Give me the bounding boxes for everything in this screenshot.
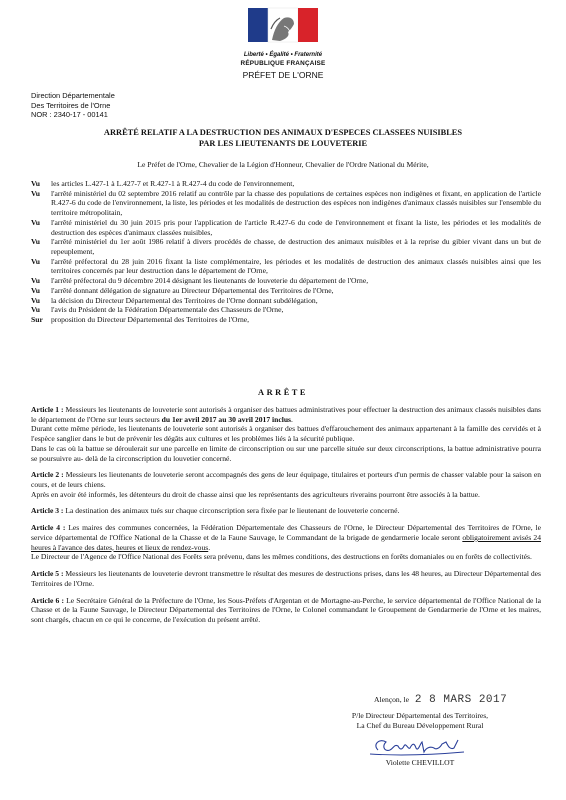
- visa-key: Vu: [31, 295, 41, 305]
- visa-item: [31, 257, 541, 276]
- visa-key: Sur: [31, 315, 43, 325]
- visa-text: l'avis du Président de la Fédération Départementale des Chasseurs de l'Orne,: [51, 305, 284, 315]
- date-stamp: 2 8 MARS 2017: [414, 694, 508, 706]
- article-text: Messieurs les lieutenants de louveterie sont autorisés à organiser des battues administratives pour effectuer la destruction des animaux classés nuisibles dans le département de l'Orne sur leurs secteurs: [31, 405, 542, 424]
- article-notice: obligatoirement avisés 24 heures à l'avance des dates, heures et lieux de rendez-vous: [31, 532, 541, 552]
- visa-key: Vu: [31, 305, 41, 315]
- article-4: [31, 523, 541, 562]
- article-text: La destination des animaux tués sur chaque circonscription sera fixée par le lieutenant de louveterie concerné.: [63, 506, 400, 516]
- visa-item: [31, 189, 541, 218]
- visa-item: [31, 276, 541, 286]
- visa-key: Vu: [31, 256, 41, 266]
- article-2: [31, 470, 541, 499]
- article-1: [31, 405, 541, 463]
- signature-line-1: P/le Directeur Départemental des Territoires,: [351, 711, 489, 720]
- visa-text: les articles L.427-1 à L.427-7 et R.427-1 à R.427-4 du code de l'environnement,: [51, 179, 295, 188]
- signer-name: Violette CHEVILLOT: [385, 757, 455, 767]
- article-text: Messieurs les lieutenants de louveterie devront transmettre le résultat des mesures de destructions prises, dans les 48 heures, au Directeur Départemental des Territoires de l'Orne.: [31, 569, 541, 588]
- arrete-heading: ARRÊTE: [258, 388, 308, 397]
- article-text: Les maires des communes concernées, la Fédération Départementale des Chasseurs de l'Orne, le Directeur Départemental des Territoires de l'Orne, le service départemental de l'Office National de la Chasse et de la Faune Sauvage, le Commandant de la brigade de gendarmerie locale seront: [31, 523, 541, 542]
- visa-item: [31, 179, 541, 189]
- article-label: Article 2 :: [31, 470, 64, 480]
- article-label: Article 4 :: [31, 523, 66, 533]
- article-5: [31, 569, 541, 588]
- article-label: Article 6 :: [31, 595, 64, 605]
- handwritten-signature-icon: [360, 734, 480, 760]
- visa-text: l'arrêté donnant délégation de signature au Directeur Départemental des Territoires de l'Orne,: [51, 285, 334, 295]
- article-1-p2: Durant cette même période, les lieutenants de louveterie sont autorisés à organiser des battues d'effarouchement des animaux appartenant à la famille des cervidés et à l'espèce sanglier dans le but de prévenir les dégâts aux cultures et les problèmes liés à la sécurité publique.: [31, 424, 541, 444]
- article-3-p1: [31, 506, 541, 516]
- visa-item: [31, 296, 541, 306]
- article-2-p2: Après en avoir été informés, les détenteurs du droit de chasse ainsi que les représentants des agriculteurs riverains pourront être associés à la battue.: [31, 489, 480, 499]
- service-line-1: Direction Départementale: [31, 91, 115, 100]
- marianne-logo-icon: [240, 6, 326, 50]
- article-4-p2: Le Directeur de l'Agence de l'Office National des Forêts sera prévenu, dans les mêmes conditions, des destructions en forêts domaniales ou en forêts de collectivités.: [31, 552, 532, 562]
- visa-key: Vu: [31, 179, 41, 188]
- signature-block: [300, 711, 540, 768]
- article-5-p1: [31, 569, 541, 588]
- visa-item: [31, 305, 541, 315]
- visa-key: Vu: [31, 188, 41, 198]
- article-6-p1: [31, 596, 541, 625]
- nor-reference: NOR : 2340-17 - 00141: [31, 110, 108, 120]
- articles-section: [31, 405, 541, 632]
- article-text: .: [291, 414, 293, 424]
- republic-name: RÉPUBLIQUE FRANÇAISE: [240, 59, 326, 67]
- title-line-1: ARRÊTÉ RELATIF A LA DESTRUCTION DES ANIMAUX D'ESPECES CLASSEES NUISIBLES: [103, 128, 463, 137]
- article-4-p1: [31, 523, 541, 552]
- prefet-title: PRÉFET DE L'ORNE: [242, 69, 324, 80]
- article-2-p1: [31, 470, 541, 489]
- article-period: du 1er avril 2017 au 30 avril 2017 inclus: [161, 414, 292, 424]
- visa-text: l'arrêté ministériel du 1er août 1986 relatif à divers procédés de chasse, de destruction des animaux nuisibles et à la reprise du gibier vivant dans un but de repeuplement,: [51, 237, 541, 257]
- place-label: Alençon, le: [374, 695, 410, 704]
- date-line: [374, 693, 507, 707]
- intro-line: Le Préfet de l'Orne, Chevalier de la Légion d'Honneur, Chevalier de l'Ordre National du Mérite,: [137, 160, 429, 169]
- article-1-p3: Dans le cas où la battue se déroulerait sur une parcelle en limite de circonscription ou sur une parcelle située sur deux circonscriptions, la battue administrative pourra se poursuivre au- delà de la circonscription du louvetier concerné.: [31, 443, 541, 463]
- visa-text: l'arrêté préfectoral du 28 juin 2016 fixant la liste complémentaire, les périodes et les modalités de destruction des animaux classés nuisibles ainsi que les territoires concernés par leur destruction dans le département de l'Orne,: [51, 256, 541, 276]
- article-text: Messieurs les lieutenants de louveterie seront accompagnés des gens de leur équipage, titulaires et porteurs d'un permis de chasser valable pour la saison en cours, et de leurs chiens.: [31, 470, 541, 490]
- article-text: Le Secrétaire Général de la Préfecture de l'Orne, les Sous-Préfets d'Argentan et de Mortagne-au-Perche, le service départemental de l'Office National de la Chasse et de la Faune Sauvage, le Directeur Départemental des Territoires de l'Orne, le Colonel commandant le Groupement de Gendarmerie de l'Orne et les maires, sont chargés, chacun en ce qui le concerne, de l'exécution du présent arrêté.: [31, 595, 541, 624]
- visa-item: [31, 218, 541, 237]
- visa-item: [31, 286, 541, 296]
- visa-key: Vu: [31, 237, 41, 247]
- signature-line-2: La Chef du Bureau Développement Rural: [356, 721, 484, 731]
- visa-item: [31, 315, 541, 325]
- title-line-2: PAR LES LIEUTENANTS DE LOUVETERIE: [198, 138, 368, 148]
- visa-key: Vu: [31, 276, 41, 286]
- visa-text: l'arrêté ministériel du 02 septembre 2016 relatif au contrôle par la chasse des populations de certaines espèces non indigènes et fixant, en application de l'article R.427-6 du code de l'environnement, la liste, les périodes et les modalités de destruction des espèces non indigènes d'animaux classés nuisibles sur l'ensemble du territoire métropolitain,: [51, 188, 541, 218]
- visa-text: la décision du Directeur Départemental des Territoires de l'Orne donnant subdélégation,: [51, 295, 318, 305]
- visa-text: l'arrêté préfectoral du 9 décembre 2014 désignant les lieutenants de louveterie du département de l'Orne,: [51, 276, 369, 286]
- motto: Liberté • Égalité • Fraternité: [243, 52, 323, 58]
- visa-key: Vu: [31, 217, 41, 227]
- visa-text: l'arrêté ministériel du 30 juin 2015 pris pour l'application de l'article R.427-6 du code de l'environnement et fixant la liste, les périodes et les modalités de destruction des espèces d'animaux classées nuisibles,: [51, 217, 541, 237]
- article-3: [31, 506, 541, 516]
- visa-text: proposition du Directeur Départemental des Territoires de l'Orne,: [51, 315, 250, 325]
- visa-item: [31, 237, 541, 256]
- article-1-p1: [31, 405, 541, 424]
- service-line-2: Des Territoires de l'Orne: [31, 100, 111, 110]
- article-6: [31, 596, 541, 625]
- article-label: Article 5 :: [31, 569, 64, 579]
- document-title: [0, 128, 566, 149]
- article-label: Article 1 :: [31, 405, 64, 414]
- article-text: .: [208, 542, 211, 552]
- letterhead: [0, 6, 566, 81]
- service-block: [31, 91, 115, 120]
- visas-list: [31, 179, 541, 325]
- article-label: Article 3 :: [31, 506, 64, 516]
- visa-key: Vu: [31, 285, 41, 295]
